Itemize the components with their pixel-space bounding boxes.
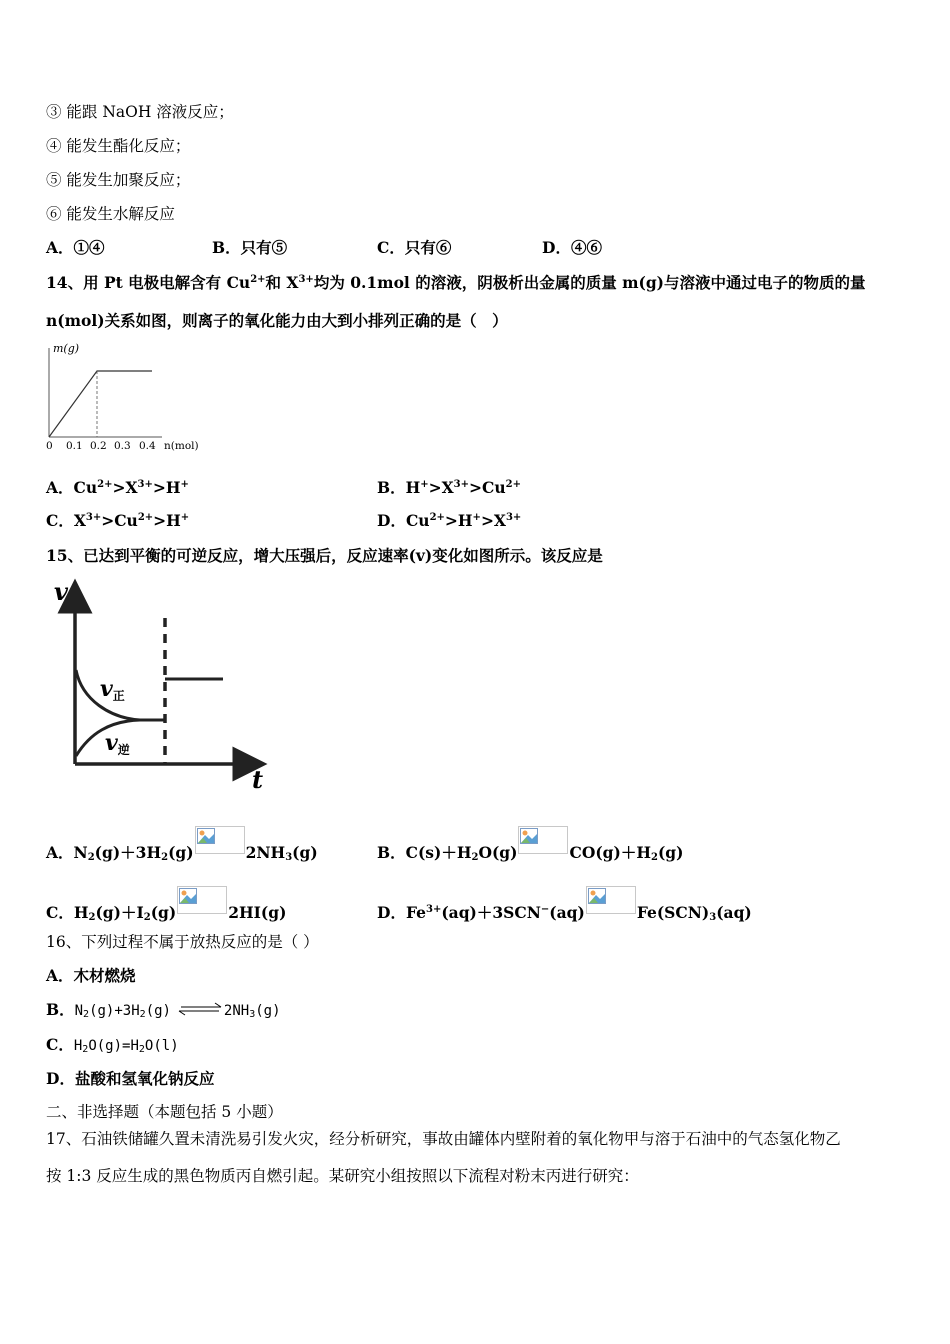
q15-option-a: A．$N_2(g)+3H_2(g)$ $2NH_3(g)$ <box>46 826 318 863</box>
q14-option-b: B．$H^+>X^{3+}>Cu^{2+}$ <box>377 478 521 497</box>
q14-tick-4: 0.4 <box>139 440 156 452</box>
q13-option-a: A．①④ <box>46 238 105 257</box>
q15-v-label: v <box>54 578 68 606</box>
q13-item-5: ⑤ 能发生加聚反应； <box>46 171 191 189</box>
q15-option-b: B．$C(s)+H_2O(g)$ $CO(g)+H_2(g)$ <box>377 826 683 863</box>
broken-image-icon <box>586 886 636 914</box>
q15-option-d: D．$Fe^{3+}(aq)+3SCN^-(aq)$ $Fe(SCN)_3(aq)$ <box>377 886 752 923</box>
broken-image-icon <box>195 826 245 854</box>
q14-tick-1: 0.1 <box>66 440 83 452</box>
q14-option-a: A．$Cu^{2+}>X^{3+}>H^+$ <box>46 478 189 497</box>
q13-item-3: ③ 能跟 NaOH 溶液反应； <box>46 103 234 121</box>
q13-option-b: B．只有⑤ <box>212 238 288 257</box>
broken-image-icon <box>177 886 227 914</box>
q15-rate-graph <box>50 578 280 800</box>
q13-item-4: ④ 能发生酯化反应； <box>46 137 191 155</box>
equilibrium-arrow-icon <box>177 1002 223 1016</box>
section-2-heading: 二、非选择题（本题包括 5 小题） <box>46 1103 283 1121</box>
q14-option-c: C．$X^{3+}>Cu^{2+}>H^+$ <box>46 511 190 530</box>
q14-y-label: m(g) <box>53 342 80 355</box>
q14-x-label: n(mol) <box>164 440 199 452</box>
q14-tick-0: 0 <box>46 440 53 452</box>
q15-reverse-label: v逆 <box>105 730 130 757</box>
q14-tick-2: 0.2 <box>90 440 107 452</box>
q16-stem: 16、下列过程不属于放热反应的是（ ） <box>46 933 319 951</box>
q15-stem: 15、已达到平衡的可逆反应，增大压强后，反应速率(v)变化如图所示。该反应是 <box>46 546 603 565</box>
q16-option-a: A．木材燃烧 <box>46 966 136 985</box>
q14-stem-line2: n(mol)关系如图，则离子的氧化能力由大到小排列正确的是（ ） <box>46 311 508 330</box>
q14-mass-graph <box>40 340 215 455</box>
q16-option-c: C．$H_2O(g)=H_2O(l)$ <box>46 1035 179 1055</box>
q15-t-label: t <box>252 765 264 794</box>
q14-option-d: D．$Cu^{2+}>H^+>X^{3+}$ <box>377 511 522 530</box>
q17-line2: 按 1:3 反应生成的黑色物质丙自燃引起。某研究小组按照以下流程对粉末丙进行研究： <box>46 1167 639 1185</box>
q13-option-d: D．④⑥ <box>542 238 602 257</box>
q13-option-c: C．只有⑥ <box>377 238 452 257</box>
q15-option-c: C．$H_2(g)+I_2(g)$ 2HI(g) <box>46 886 286 923</box>
q14-stem-line1: 14、用 Pt 电极电解含有 $Cu^{2+}$和 $X^{3+}$均为 0.1mol 的溶液，阴极析出金属的质量 m(g)与溶液中通过电子的物质的量 <box>46 273 866 292</box>
q13-item-6: ⑥ 能发生水解反应 <box>46 205 175 223</box>
q15-forward-label: v正 <box>100 676 125 703</box>
broken-image-icon <box>518 826 568 854</box>
q14-mass-curve <box>49 371 152 437</box>
q14-tick-3: 0.3 <box>114 440 131 452</box>
q17-line1: 17、石油铁储罐久置未清洗易引发火灾，经分析研究，事故由罐体内壁附着的氧化物甲与溶于石油中的气态氢化物乙 <box>46 1130 841 1148</box>
q16-option-d: D．盐酸和氢氧化钠反应 <box>46 1069 215 1088</box>
q16-option-b: B．$N_2(g)+3H_2(g)$ $2NH_3(g)$ <box>46 1000 281 1020</box>
